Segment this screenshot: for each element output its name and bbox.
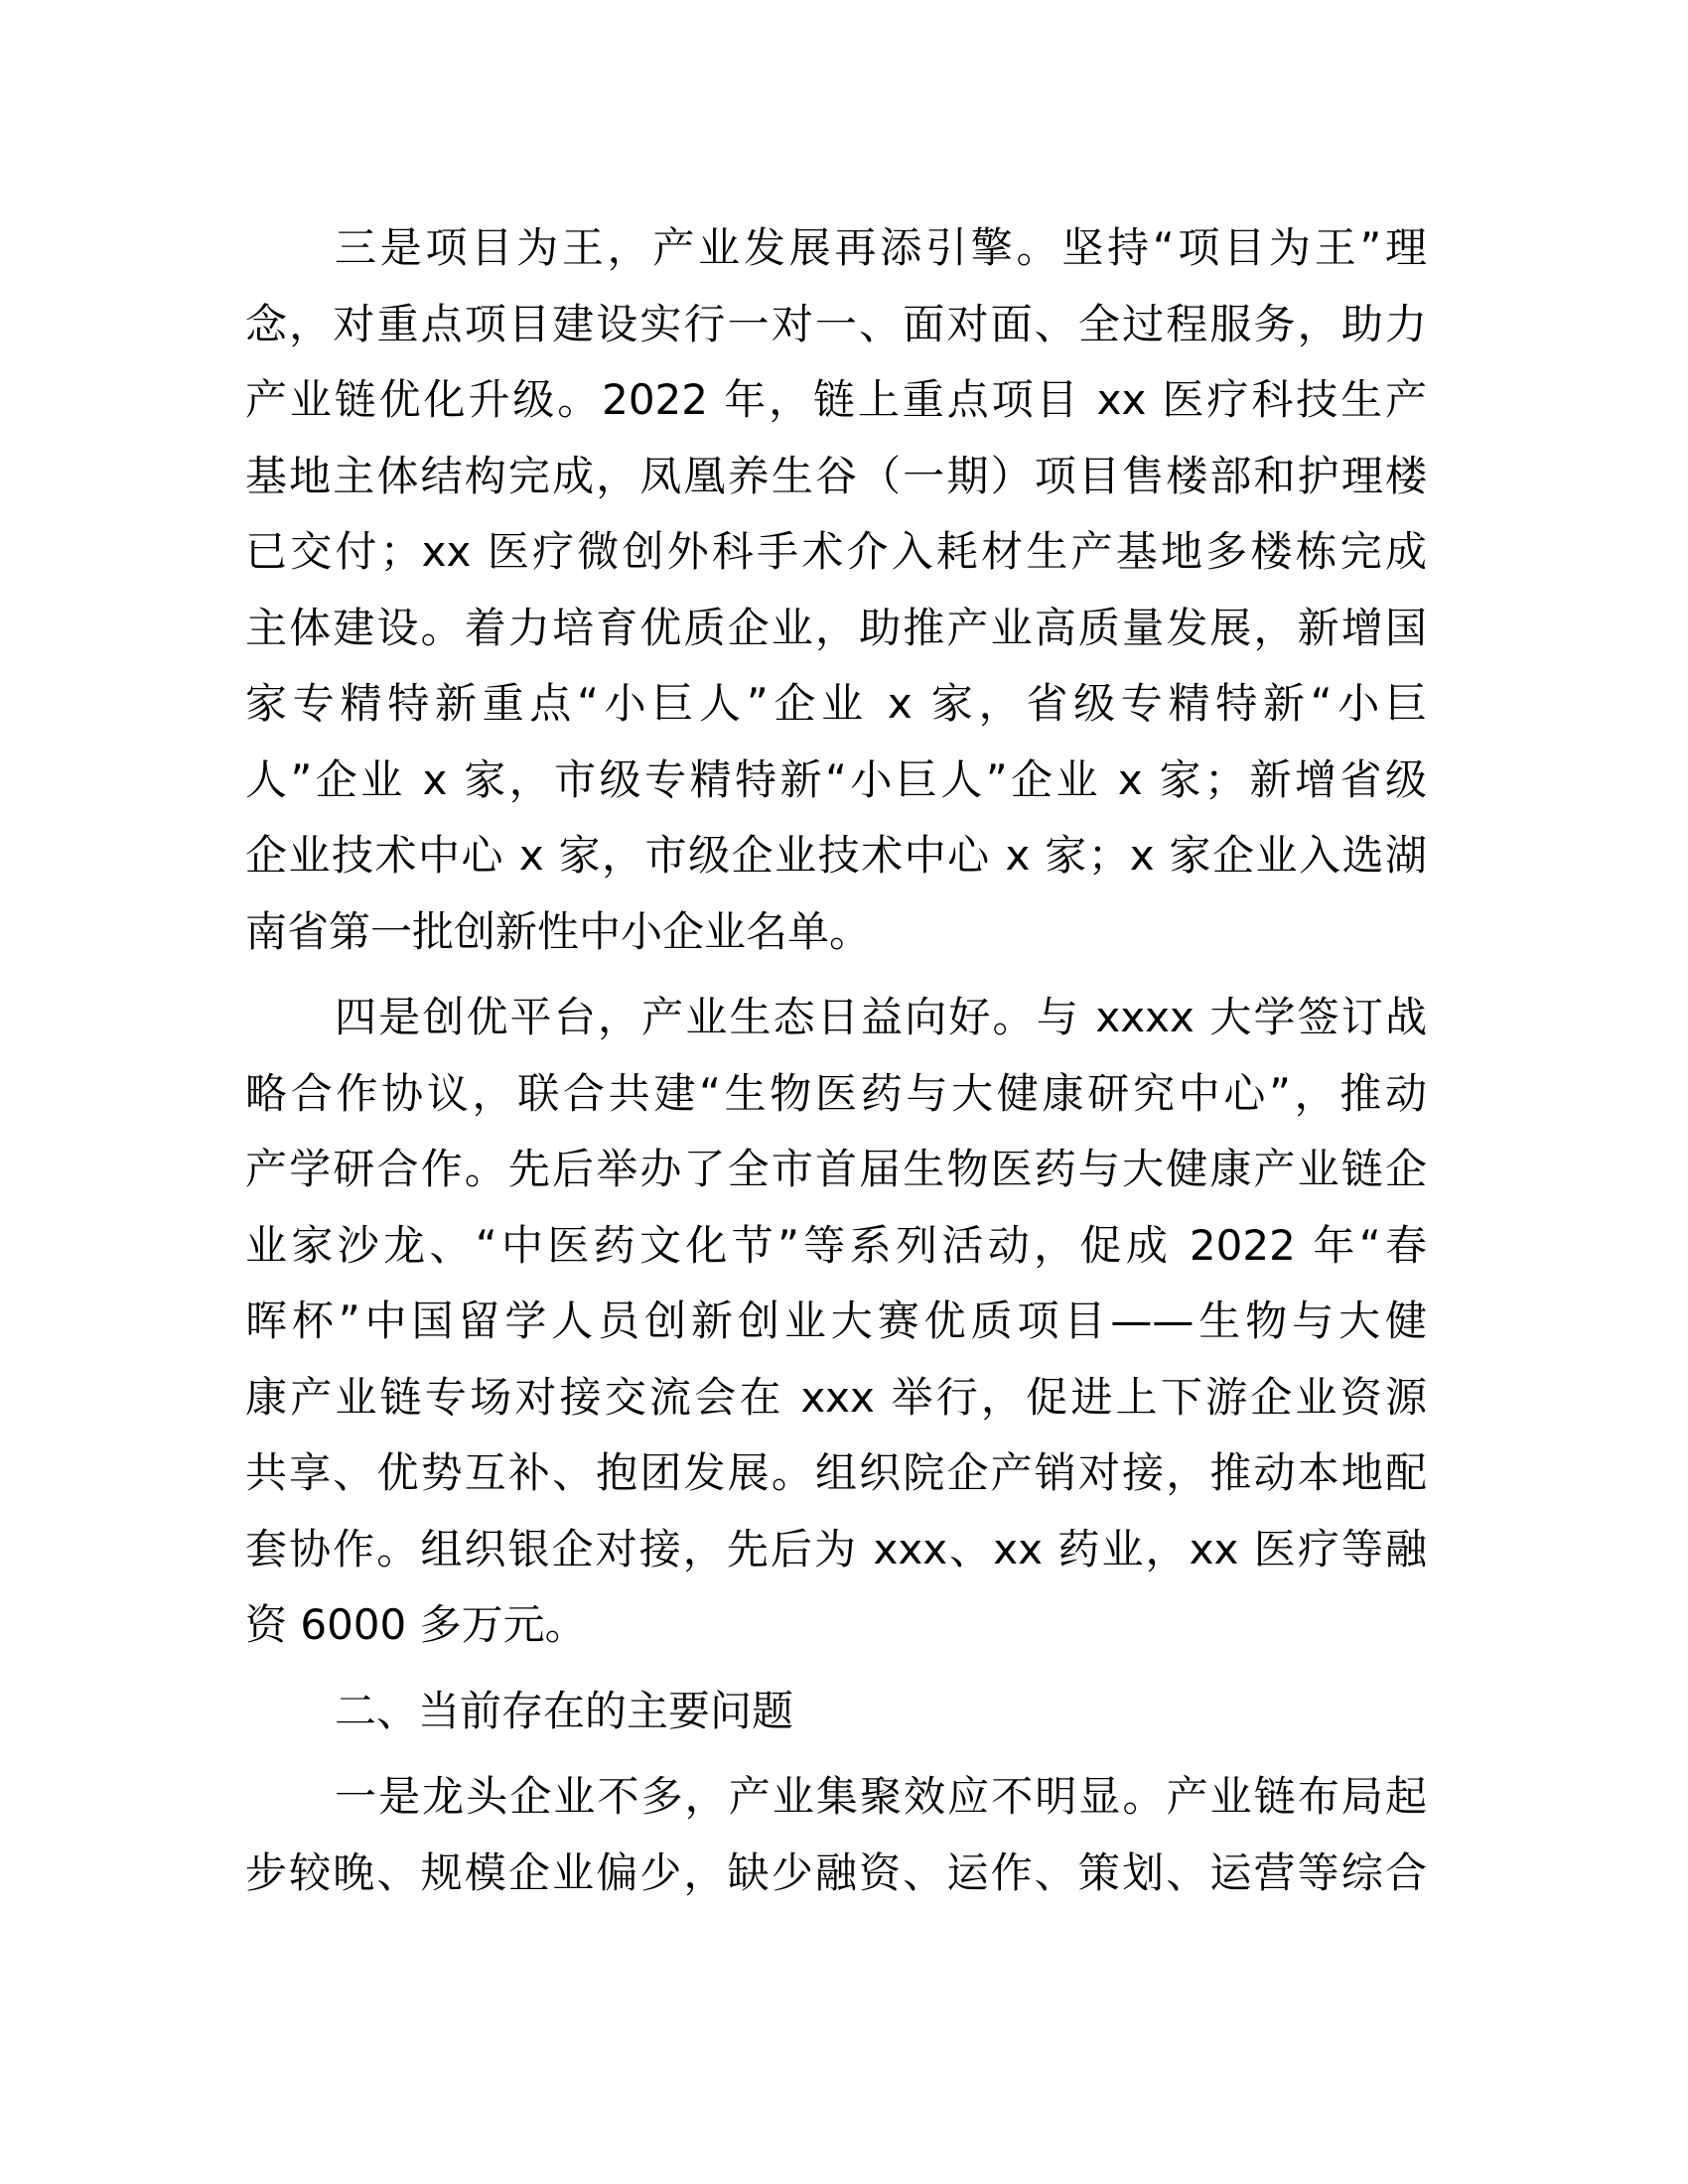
text-line: 一是龙头企业不多，产业集聚效应不明显。产业链布局起 (335, 1772, 1427, 1821)
text-line: 主体建设。着力培育优质企业，助推产业高质量发展，新增国 (245, 603, 1427, 652)
text-line: 略合作协议，联合共建“生物医药与大健康研究中心”，推动 (245, 1068, 1427, 1118)
text-line: 念，对重点项目建设实行一对一、面对面、全过程服务，助力 (245, 299, 1427, 348)
heading-line: 二、当前存在的主要问题 (335, 1686, 794, 1735)
text-line: 基地主体结构完成，凤凰养生谷（一期）项目售楼部和护理楼 (245, 451, 1427, 500)
text-line: 套协作。组织银企对接，先后为 xxx、xx 药业，xx 医疗等融 (245, 1524, 1427, 1573)
text-line: 家专精特新重点“小巨人”企业 x 家，省级专精特新“小巨 (245, 679, 1427, 728)
paragraph-projects (245, 210, 1427, 970)
text-line: 康产业链专场对接交流会在 xxx 举行，促进上下游企业资源 (245, 1372, 1427, 1422)
text-line: 产业链优化升级。2022 年，链上重点项目 xx 医疗科技生产 (245, 375, 1427, 424)
section-heading (245, 1674, 1427, 1750)
paragraph-platform (245, 980, 1427, 1664)
paragraph-problems (245, 1759, 1427, 1911)
text-line: 三是项目为王，产业发展再添引擎。坚持“项目为王”理 (335, 223, 1427, 272)
text-line: 产学研合作。先后举办了全市首届生物医药与大健康产业链企 (245, 1145, 1427, 1193)
text-line: 资 6000 多万元。 (245, 1600, 587, 1649)
document-page (245, 210, 1427, 1911)
text-line: 步较晚、规模企业偏少，缺少融资、运作、策划、运营等综合 (245, 1847, 1427, 1897)
text-line: 人”企业 x 家，市级专精特新“小巨人”企业 x 家；新增省级 (245, 754, 1427, 804)
text-line: 业家沙龙、“中医药文化节”等系列活动，促成 2022 年“春 (245, 1220, 1427, 1270)
text-line: 企业技术中心 x 家，市级企业技术中心 x 家；x 家企业入选湖 (245, 831, 1427, 880)
text-line: 晖杯”中国留学人员创新创业大赛优质项目——生物与大健 (245, 1297, 1427, 1345)
text-line: 共享、优势互补、抱团发展。组织院企产销对接，推动本地配 (245, 1448, 1427, 1497)
text-line: 四是创优平台，产业生态日益向好。与 xxxx 大学签订战 (335, 993, 1427, 1041)
text-line: 已交付；xx 医疗微创外科手术介入耗材生产基地多楼栋完成 (245, 527, 1427, 576)
text-line: 南省第一批创新性中小企业名单。 (245, 906, 872, 956)
